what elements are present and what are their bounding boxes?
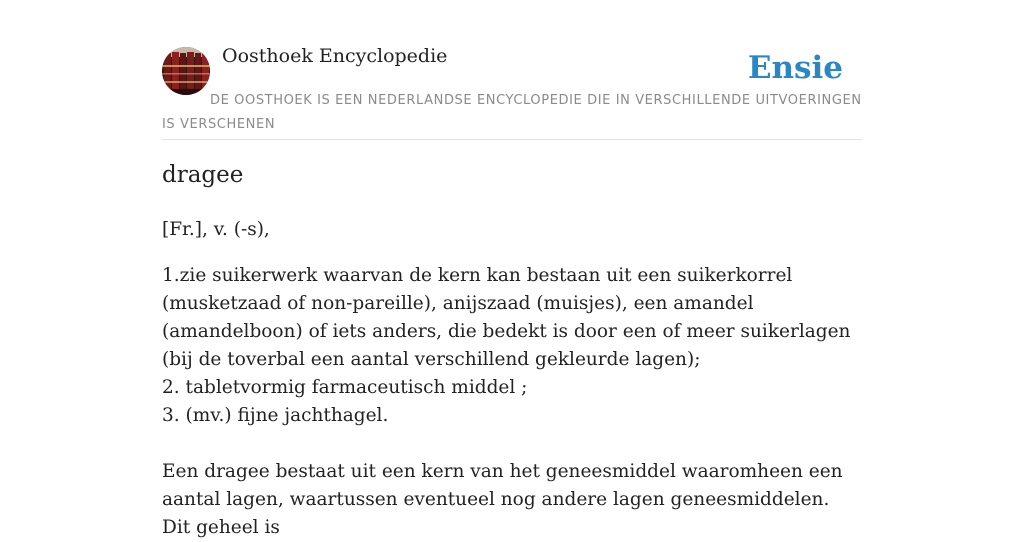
entry-definitions: [162, 262, 862, 430]
entry-grammar: [Fr.], v. (-s),: [162, 219, 270, 240]
page-container: [162, 0, 862, 538]
entry-content: [162, 216, 862, 542]
definition-item: 2. tabletvormig farmaceutisch middel ;: [162, 377, 528, 398]
site-tagline: DE OOSTHOEK IS EEN NEDERLANDSE ENCYCLOPEDIE DIE IN VERSCHILLENDE UITVOERINGEN IS VERSCHENEN: [162, 93, 862, 132]
ensie-logo-link[interactable]: Ensie: [747, 50, 843, 86]
definition-item: 1.zie suikerwerk waarvan de kern kan bestaan uit een suikerkorrel (musketzaad of non-pareille), anijszaad (muisjes), een amandel (amandelboon) of iets anders, die bedekt is door een of meer suikerlagen (bij de toverbal een aantal verschillend gekleurde lagen);: [162, 265, 851, 370]
site-name-link[interactable]: Oosthoek Encyclopedie: [222, 45, 448, 67]
definition-item: 3. (mv.) fijne jachthagel.: [162, 405, 389, 426]
site-header: [162, 0, 862, 140]
entry-paragraph: Een dragee bestaat uit een kern van het geneesmiddel waaromheen een aantal lagen, waartussen eventueel nog andere lagen geneesmiddelen. Dit geheel is: [162, 461, 843, 538]
encyclopedia-avatar-icon[interactable]: [162, 47, 210, 95]
entry-title: dragee: [162, 162, 244, 188]
